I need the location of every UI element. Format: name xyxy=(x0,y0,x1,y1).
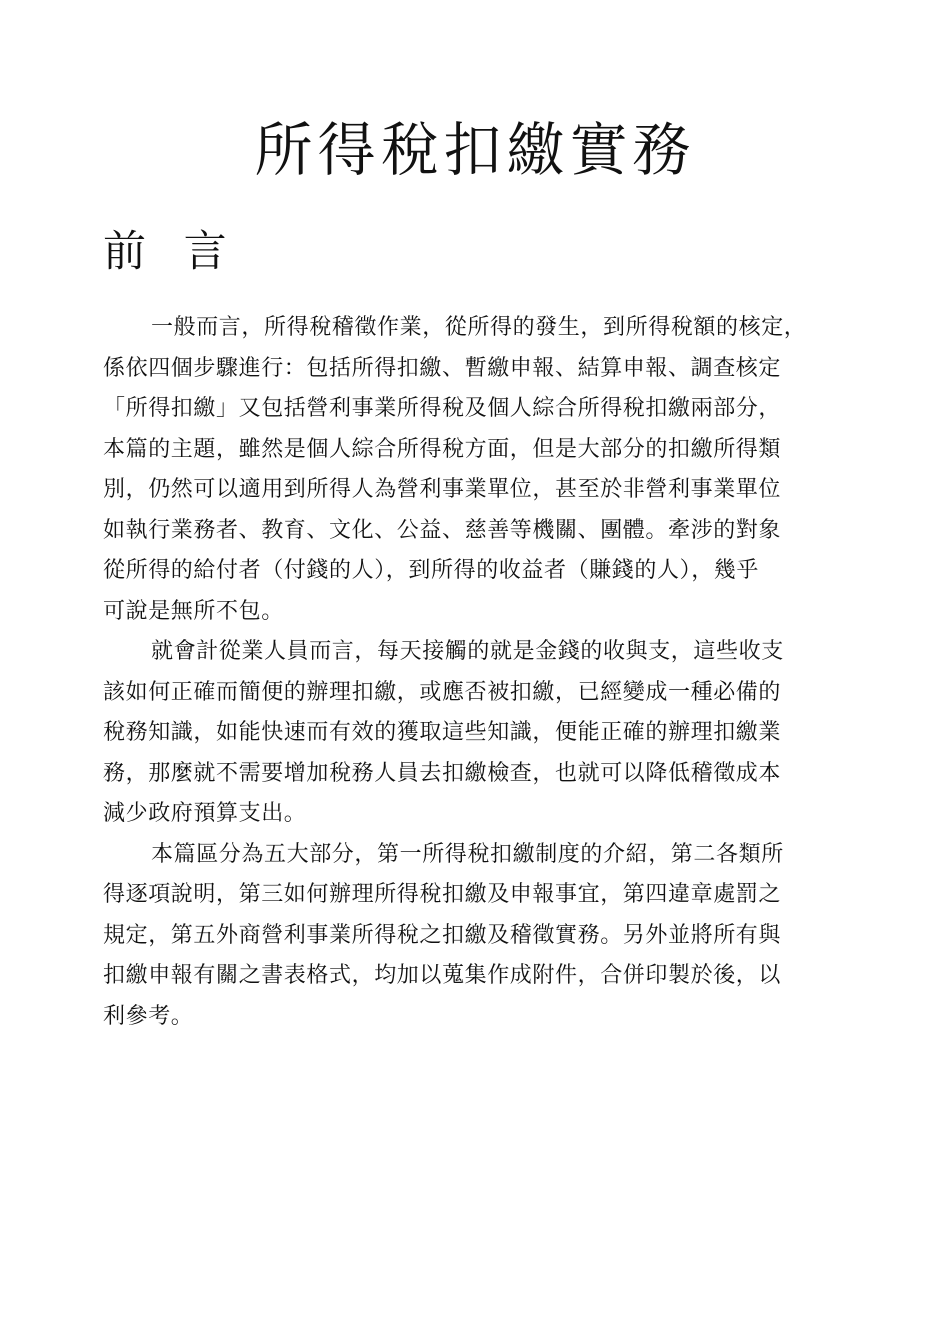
paragraph-line: 利參考。 xyxy=(103,1003,194,1029)
paragraph-line: 「所得扣繳」又包括營利事業所得稅及個人綜合所得稅扣繳兩部分， xyxy=(103,396,782,421)
paragraph-line: 如執行業務者、教育、文化、公益、慈善等機關、團體。牽涉的對象 xyxy=(103,517,782,543)
paragraph xyxy=(103,308,863,632)
paragraph-line: 一般而言，所得稅稽徵作業，從所得的發生，到所得稅額的核定， xyxy=(151,315,807,340)
paragraph-line: 得逐項說明，第三如何辦理所得稅扣繳及申報事宜，第四違章處罰之 xyxy=(103,882,782,907)
body-text xyxy=(103,308,863,1037)
paragraph xyxy=(103,835,863,1038)
paragraph-line: 本篇的主題，雖然是個人綜合所得稅方面，但是大部分的扣繳所得類 xyxy=(103,436,782,462)
document-title: 所得稅扣繳實務 xyxy=(254,116,696,184)
paragraph-line: 規定，第五外商營利事業所得稅之扣繳及稽徵實務。另外並將所有與 xyxy=(103,922,782,948)
paragraph-line: 務，那麼就不需要增加稅務人員去扣繳檢查，也就可以降低稽徵成本 xyxy=(103,760,782,786)
paragraph-line: 減少政府預算支出。 xyxy=(103,801,307,826)
paragraph xyxy=(103,632,863,835)
paragraph-line: 本篇區分為五大部分，第一所得稅扣繳制度的介紹，第二各類所 xyxy=(151,841,784,867)
paragraph-line: 係依四個步驟進行：包括所得扣繳、暫繳申報、結算申報、調查核定 xyxy=(103,355,782,381)
paragraph-line: 可說是無所不包。 xyxy=(103,598,284,624)
paragraph-line: 該如何正確而簡便的辦理扣繳，或應否被扣繳，已經變成一種必備的 xyxy=(103,679,782,705)
paragraph-line: 從所得的給付者（付錢的人），到所得的收益者（賺錢的人），幾乎 xyxy=(103,558,760,583)
paragraph-line: 就會計從業人員而言，每天接觸的就是金錢的收與支，這些收支 xyxy=(151,639,784,664)
paragraph-line: 別，仍然可以適用到所得人為營利事業單位，甚至於非營利事業單位 xyxy=(103,477,782,502)
paragraph-line: 稅務知識，如能快速而有效的獲取這些知識，便能正確的辦理扣繳業 xyxy=(103,720,782,745)
paragraph-line: 扣繳申報有關之書表格式，均加以蒐集作成附件，合併印製於後，以 xyxy=(103,963,782,988)
section-heading-preface: 前 言 xyxy=(103,227,239,277)
